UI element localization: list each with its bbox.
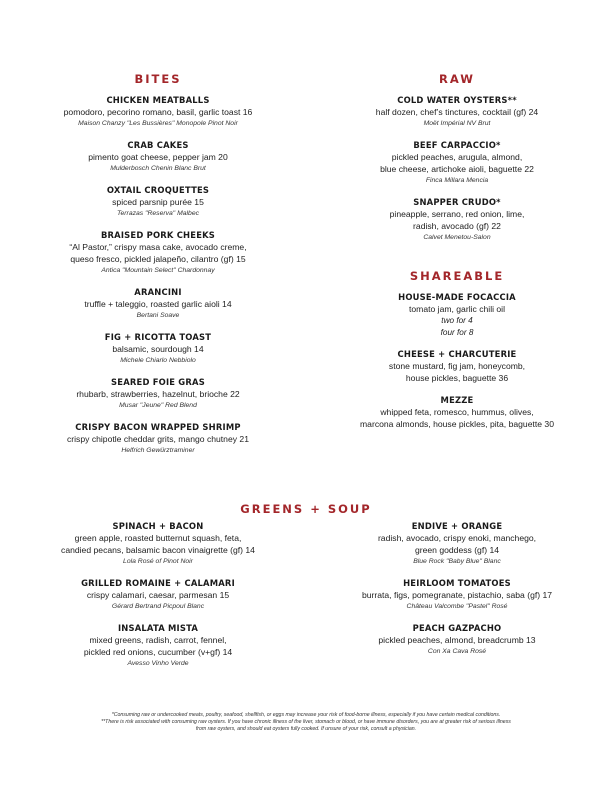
- dish-desc: marcona almonds, house pickles, pita, baguette 30: [360, 419, 554, 429]
- dish-desc: tomato jam, garlic chili oil: [409, 304, 505, 314]
- menu-item: [8, 622, 308, 669]
- dish-name: SPINACH + BACON: [112, 521, 204, 531]
- menu-item: [312, 577, 602, 612]
- raw-shareable-column: [312, 72, 602, 440]
- dish-name: INSALATA MISTA: [117, 623, 199, 633]
- dish-name: BEEF CARPACCIO*: [413, 140, 501, 150]
- dish-desc: balsamic, sourdough 14: [112, 344, 204, 354]
- dish-desc: mixed greens, radish, carrot, fennel,: [89, 635, 227, 645]
- raw-list: [312, 94, 602, 243]
- footnotes: [60, 712, 552, 733]
- wine-pairing: Con Xa Cava Rosé: [427, 648, 487, 655]
- dish-desc: truffle + taleggio, roasted garlic aioli 14: [84, 299, 232, 309]
- wine-pairing: Gérard Bertrand Picpoul Blanc: [111, 603, 205, 610]
- menu-item: [312, 139, 602, 186]
- wine-pairing: Maison Chanzy "Les Bussières" Monopole Pinot Noir: [78, 120, 238, 127]
- wine-pairing: Blue Rock "Baby Blue" Blanc: [413, 558, 501, 565]
- dish-name: OXTAIL CROQUETTES: [106, 185, 210, 195]
- menu-item: [8, 139, 308, 174]
- footnote-oysters: **There is risk associated with consuming raw oysters. If you have chronic illness of the liver, stomach or blood, or have immune disorders, you are at greater risk of serious illness: [101, 719, 511, 725]
- dish-name: SEARED FOIE GRAS: [111, 377, 205, 387]
- dish-desc: spiced parsnip purée 15: [112, 197, 204, 207]
- dish-desc: radish, avocado, crispy enoki, manchego,: [377, 533, 537, 543]
- dish-name: MEZZE: [440, 395, 474, 405]
- menu-item: [8, 229, 308, 276]
- dish-name: PEACH GAZPACHO: [412, 623, 502, 633]
- focaccia-four-price: four for 8: [440, 327, 474, 337]
- menu-item: [8, 184, 308, 219]
- wine-pairing: Antica "Mountain Select" Chardonnay: [101, 267, 215, 274]
- dish-desc: radish, avocado (gf) 22: [413, 221, 501, 231]
- dish-name: HOUSE-MADE FOCACCIA: [398, 292, 516, 302]
- greens-left-column: [8, 520, 308, 679]
- menu-item: [312, 394, 602, 430]
- dish-desc: green apple, roasted butternut squash, feta,: [74, 533, 242, 543]
- dish-name: GRILLED ROMAINE + CALAMARI: [81, 578, 235, 588]
- dish-desc: pickled red onions, cucumber (v+gf) 14: [83, 647, 233, 657]
- menu-item: [8, 94, 308, 129]
- wine-pairing: Château Valcombe "Pastel" Rosé: [406, 603, 508, 610]
- shareable-list: [312, 348, 602, 430]
- dish-name: BRAISED PORK CHEEKS: [100, 230, 216, 240]
- greens-right-column: [312, 520, 602, 667]
- wine-pairing: Finca Millara Mencia: [425, 177, 489, 184]
- footnote-oysters-cont: from raw oysters, and should eat oysters fully cooked. If unsure of your risk, consult a physician.: [195, 726, 417, 732]
- dish-desc: pickled peaches, arugula, almond,: [391, 152, 523, 162]
- dish-name: CRISPY BACON WRAPPED SHRIMP: [75, 422, 241, 432]
- menu-item: [8, 577, 308, 612]
- dish-desc: pickled peaches, almond, breadcrumb 13: [378, 635, 536, 645]
- menu-item: [312, 520, 602, 567]
- menu-item: [312, 348, 602, 384]
- bites-list: [8, 94, 308, 456]
- dish-name: CHEESE + CHARCUTERIE: [397, 349, 517, 359]
- dish-name: COLD WATER OYSTERS**: [397, 95, 517, 105]
- menu-item: [8, 286, 308, 321]
- menu-item: [8, 376, 308, 411]
- dish-desc: whipped feta, romesco, hummus, olives,: [380, 407, 534, 417]
- menu-item: [8, 331, 308, 366]
- dish-name: CRAB CAKES: [127, 140, 189, 150]
- dish-desc: crispy chipotle cheddar grits, mango chutney 21: [66, 434, 249, 444]
- dish-desc: stone mustard, fig jam, honeycomb,: [388, 361, 526, 371]
- section-title-raw: RAW: [439, 72, 475, 86]
- section-title-greens-soup: GREENS + SOUP: [240, 502, 372, 516]
- bites-section: [8, 72, 308, 466]
- wine-pairing: Moët Impérial NV Brut: [423, 120, 491, 127]
- wine-pairing: Lola Rosé of Pinot Noir: [123, 558, 193, 565]
- footnote-raw-meat: *Consuming raw or undercooked meats, poultry, seafood, shellfish, or eggs may increase your risk of food-borne illness, especially if you have certain medical conditions.: [111, 712, 501, 718]
- dish-desc: half dozen, chef’s tinctures, cocktail (gf) 24: [375, 107, 539, 117]
- section-title-bites: BITES: [134, 72, 182, 86]
- wine-pairing: Calvet Menetou-Salon: [423, 234, 491, 241]
- focaccia-two-price: two for 4: [441, 316, 473, 325]
- dish-desc: blue cheese, artichoke aioli, baguette 22: [380, 164, 534, 174]
- wine-pairing: Avesso Vinho Verde: [127, 660, 189, 667]
- dish-name: ENDIVE + ORANGE: [411, 521, 503, 531]
- dish-desc: burrata, figs, pomegranate, pistachio, saba (gf) 17: [361, 590, 553, 600]
- shareable-section: [312, 269, 602, 430]
- dish-focaccia: [312, 291, 602, 338]
- dish-desc: pineapple, serrano, red onion, lime,: [389, 209, 525, 219]
- dish-name: FIG + RICOTTA TOAST: [104, 332, 212, 342]
- menu-item: [312, 622, 602, 657]
- wine-pairing: Bertani Soave: [136, 312, 180, 319]
- wine-pairing: Terrazas "Reserva" Malbec: [116, 210, 199, 217]
- dish-desc: house pickles, baguette 36: [405, 373, 509, 383]
- dish-desc: rhubarb, strawberries, hazelnut, brioche 22: [76, 389, 240, 399]
- dish-name: SNAPPER CRUDO*: [413, 197, 501, 207]
- menu-item: [312, 196, 602, 243]
- dish-desc: pomodoro, pecorino romano, basil, garlic toast 16: [63, 107, 253, 117]
- dish-desc: pimento goat cheese, pepper jam 20: [88, 152, 228, 162]
- dish-desc: green goddess (gf) 14: [414, 545, 500, 555]
- menu-item: [312, 94, 602, 129]
- dish-desc: queso fresco, pickled jalapeño, cilantro (gf) 15: [70, 254, 246, 264]
- wine-pairing: Helfrich Gewürztraminer: [121, 447, 195, 454]
- dish-desc: candied pecans, balsamic bacon vinaigrette (gf) 14: [61, 545, 255, 555]
- menu-item: [8, 520, 308, 567]
- wine-pairing: Musar "Jeune" Red Blend: [119, 402, 197, 409]
- dish-desc: crispy calamari, caesar, parmesan 15: [86, 590, 230, 600]
- dish-name: ARANCINI: [134, 287, 182, 297]
- wine-pairing: Mulderbosch Chenin Blanc Brut: [110, 165, 206, 172]
- wine-pairing: Michele Chiarlo Nebbiolo: [120, 357, 196, 364]
- section-title-shareable: SHAREABLE: [409, 269, 505, 283]
- menu-item: [8, 421, 308, 456]
- dish-name: HEIRLOOM TOMATOES: [403, 578, 511, 588]
- dish-desc: “Al Pastor,” crispy masa cake, avocado creme,: [69, 242, 247, 252]
- dish-name: CHICKEN MEATBALLS: [106, 95, 210, 105]
